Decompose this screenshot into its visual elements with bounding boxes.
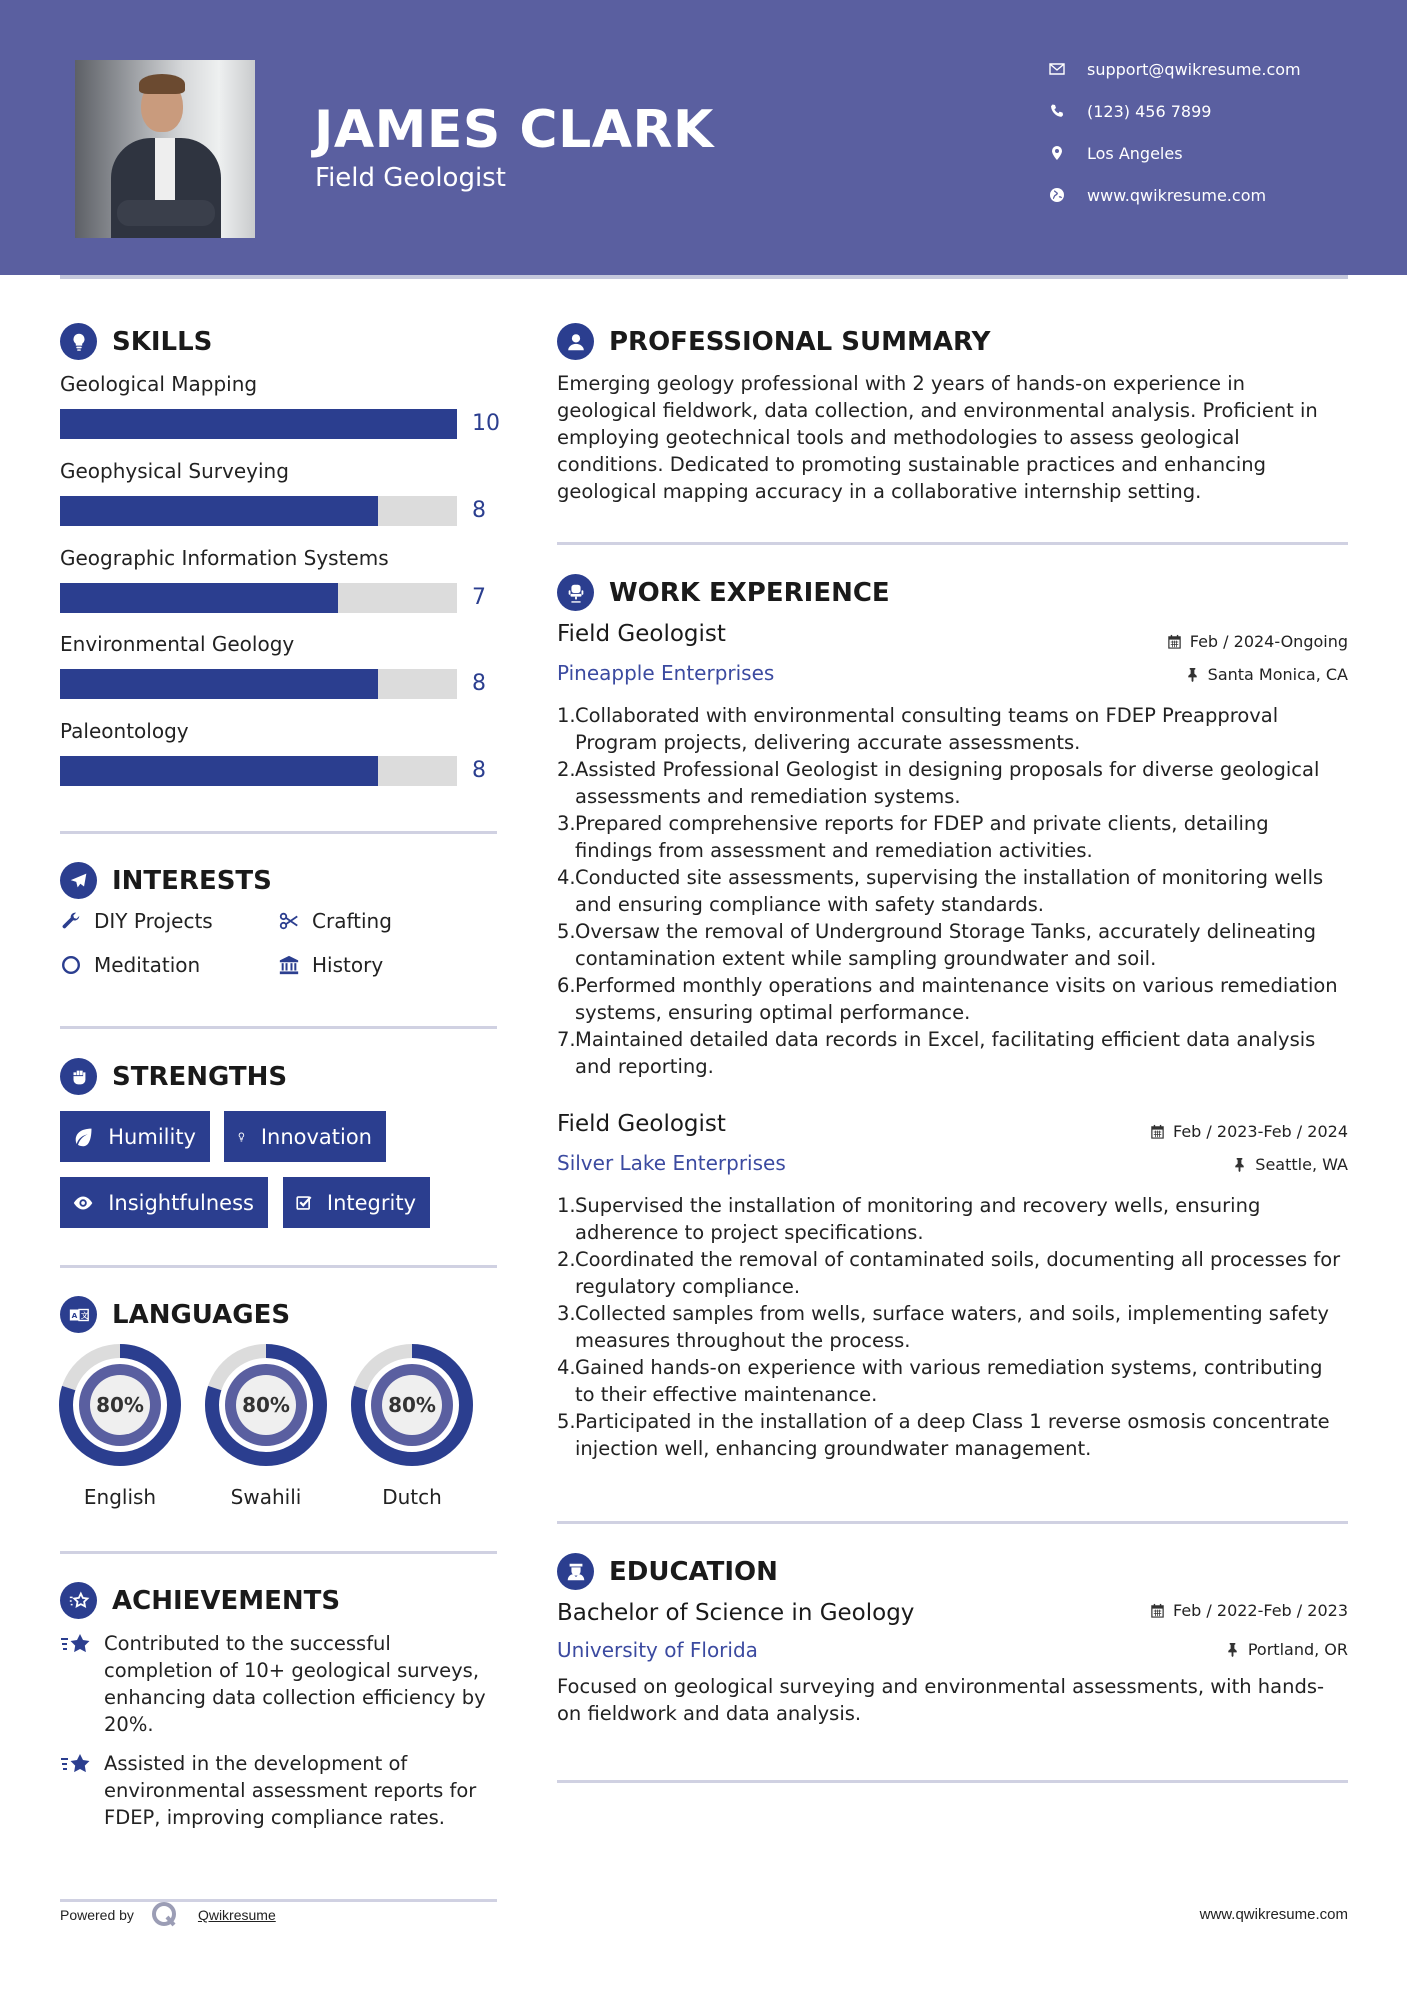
skills-heading: SKILLS (60, 323, 212, 360)
language-name: Dutch (382, 1485, 442, 1509)
skill-bar (60, 409, 457, 439)
qwikresume-link[interactable]: Qwikresume (197, 1907, 276, 1923)
strength-chip: Integrity (283, 1177, 430, 1228)
checkbox-icon (295, 1191, 313, 1215)
contact-website[interactable]: www.qwikresume.com (1048, 182, 1266, 208)
degree-title: Bachelor of Science in Geology (557, 1600, 915, 1626)
profile-photo (75, 60, 255, 238)
skill-label: Geological Mapping (60, 372, 258, 396)
experience-heading: WORK EXPERIENCE (557, 574, 890, 611)
list-item: 6. Performed monthly operations and maintenance visits on various remediation systems, ensuring optimal performance. (557, 974, 1338, 1024)
skill-label: Geophysical Surveying (60, 459, 289, 483)
paper-plane-icon (60, 862, 97, 899)
svg-text:80%: 80% (242, 1393, 290, 1417)
job-title: Field Geologist (557, 1111, 726, 1137)
section-divider (557, 542, 1348, 545)
section-divider (60, 1026, 497, 1029)
skill-bar (60, 583, 457, 613)
svg-text:A: A (71, 1310, 77, 1320)
skill-value: 8 (472, 498, 486, 523)
phone-icon (1048, 102, 1066, 120)
office-chair-icon (557, 574, 594, 611)
calendar-icon (1167, 634, 1182, 649)
list-item: 1. Collaborated with environmental consulting teams on FDEP Preapproval Program projects, delivering accurate assessments. (557, 704, 1279, 754)
map-marker-icon (1048, 144, 1066, 162)
job-dates: Feb / 2023-Feb / 2024 (1150, 1122, 1348, 1141)
translate-icon (60, 1296, 97, 1333)
job-location: Seattle, WA (1232, 1155, 1348, 1174)
section-divider (557, 1780, 1348, 1783)
job-location: Santa Monica, CA (1185, 665, 1348, 684)
list-item: 2. Assisted Professional Geologist in designing proposals for diverse geological assessments and remediation systems. (557, 758, 1320, 808)
job-responsibilities (557, 702, 1347, 1080)
list-item: 4. Gained hands-on experience with various remediation systems, contributing to their effective maintenance. (557, 1356, 1323, 1406)
achievements-heading: ACHIEVEMENTS (60, 1582, 340, 1619)
achievement-item: Assisted in the development of environmental assessment reports for FDEP, improving compliance rates. (60, 1750, 500, 1831)
skill-value: 7 (472, 585, 486, 610)
language-item (351, 1344, 473, 1509)
eye-icon (72, 1191, 94, 1215)
education-location: Portland, OR (1225, 1640, 1348, 1659)
school-name: University of Florida (557, 1638, 758, 1662)
svg-text:80%: 80% (388, 1393, 436, 1417)
pushpin-icon (1185, 667, 1200, 682)
fist-icon (60, 1058, 97, 1095)
summary-text: Emerging geology professional with 2 years of hands-on experience in geological fieldwork, data collection, and environmental analysis. Proficient in employing geotechnical tools and methodologies to assess geological conditions. Dedicated to promoting sustainable practices and enhancing geological mapping accuracy in a collaborative internship setting. (557, 372, 1318, 503)
skill-label: Paleontology (60, 719, 189, 743)
calendar-icon (1150, 1603, 1165, 1618)
company-name: Silver Lake Enterprises (557, 1151, 786, 1175)
interest-item: Meditation (60, 953, 200, 977)
languages-heading: A 文 LANGUAGES (60, 1296, 290, 1333)
list-item: 2. Coordinated the removal of contaminated soils, documenting all processes for regulatory compliance. (557, 1248, 1341, 1298)
leaf-icon (72, 1125, 94, 1149)
skill-bar (60, 756, 457, 786)
language-progress-ring (351, 1344, 473, 1466)
section-divider (60, 831, 497, 834)
language-name: English (83, 1485, 157, 1509)
list-item: 3. Collected samples from wells, surface waters, and soils, implementing safety measures throughout the process. (557, 1302, 1329, 1352)
footer-website[interactable]: www.qwikresume.com (1199, 1906, 1348, 1923)
interest-item: Crafting (278, 909, 392, 933)
star-icon (60, 1582, 97, 1619)
lightbulb-icon (236, 1125, 247, 1149)
contact-location: Los Angeles (1048, 140, 1183, 166)
shooting-star-icon (60, 1751, 92, 1779)
interest-item: History (278, 953, 383, 977)
job-title: Field Geologist (557, 621, 726, 647)
candidate-role: Field Geologist (315, 163, 506, 193)
contact-phone[interactable]: (123) 456 7899 (1048, 98, 1211, 124)
education-heading: EDUCATION (557, 1553, 778, 1590)
list-item: 3. Prepared comprehensive reports for FDEP and private clients, detailing findings from assessment and remediation activities. (557, 812, 1269, 862)
skill-value: 8 (472, 671, 486, 696)
footer-powered-by: Powered by Qwikresume (60, 1900, 276, 1930)
list-item: 7. Maintained detailed data records in Excel, facilitating efficient data analysis and reporting. (557, 1028, 1316, 1078)
lightbulb-icon (60, 323, 97, 360)
list-item: 5. Participated in the installation of a deep Class 1 reverse osmosis concentrate injection well, enhancing groundwater management. (557, 1410, 1330, 1460)
education-dates: Feb / 2022-Feb / 2023 (1150, 1601, 1348, 1620)
skill-label: Environmental Geology (60, 632, 295, 656)
bank-icon (278, 954, 300, 976)
skill-value: 8 (472, 758, 486, 783)
job-responsibilities (557, 1192, 1347, 1462)
skill-label: Geographic Information Systems (60, 546, 389, 570)
language-name: Swahili (230, 1485, 302, 1509)
qwikresume-logo-icon (150, 1900, 180, 1930)
scissors-icon (278, 910, 300, 932)
pushpin-icon (1225, 1642, 1240, 1657)
list-item: 4. Conducted site assessments, supervising the installation of monitoring wells and ensuring compliance with safety standards. (557, 866, 1324, 916)
skill-bar (60, 496, 457, 526)
summary-heading: PROFESSIONAL SUMMARY (557, 323, 990, 360)
job-dates: Feb / 2024-Ongoing (1167, 632, 1348, 651)
company-name: Pineapple Enterprises (557, 661, 775, 685)
svg-text:80%: 80% (96, 1393, 144, 1417)
list-item: 5. Oversaw the removal of Underground Storage Tanks, accurately delineating contamination extent while sampling groundwater and soil. (557, 920, 1317, 970)
svg-text:文: 文 (80, 1310, 88, 1320)
interests-heading: INTERESTS (60, 862, 272, 899)
skill-value: 10 (472, 411, 500, 436)
education-description: Focused on geological surveying and environmental assessments, with hands-on fieldwork and data analysis. (557, 1675, 1325, 1725)
language-progress-ring (205, 1344, 327, 1466)
language-item (59, 1344, 181, 1509)
skill-bar (60, 669, 457, 699)
language-progress-ring (59, 1344, 181, 1466)
globe-icon (1048, 186, 1066, 204)
envelope-icon (1048, 60, 1066, 78)
contact-email[interactable]: support@qwikresume.com (1048, 56, 1301, 82)
list-item: 1. Supervised the installation of monitoring and recovery wells, ensuring adherence to project specifications. (557, 1194, 1261, 1244)
shooting-star-icon (60, 1631, 92, 1659)
header-divider (60, 275, 1348, 279)
wrench-icon (60, 910, 82, 932)
strength-chip: Innovation (224, 1111, 386, 1162)
section-divider (60, 1265, 497, 1268)
resume-header (0, 0, 1407, 275)
section-divider (557, 1521, 1348, 1524)
calendar-icon (1150, 1124, 1165, 1139)
interest-item: DIY Projects (60, 909, 213, 933)
strength-chip: Insightfulness (60, 1177, 268, 1228)
section-divider (60, 1551, 497, 1554)
circle-icon (60, 954, 82, 976)
language-item (205, 1344, 327, 1509)
achievement-item: Contributed to the successful completion of 10+ geological surveys, enhancing data collection efficiency by 20%. (60, 1630, 500, 1738)
graduate-icon (557, 1553, 594, 1590)
strength-chip: Humility (60, 1111, 210, 1162)
candidate-name: JAMES CLARK (314, 100, 714, 160)
pushpin-icon (1232, 1157, 1247, 1172)
user-icon (557, 323, 594, 360)
strengths-heading: STRENGTHS (60, 1058, 287, 1095)
